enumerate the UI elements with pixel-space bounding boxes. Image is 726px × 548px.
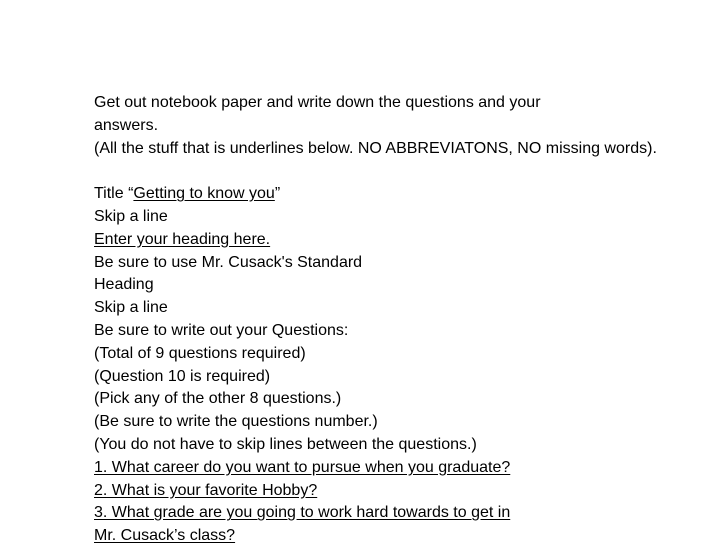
intro-line-3: (All the stuff that is underlines below. NO ABBREVIATONS, NO missing words). xyxy=(94,139,657,157)
question-1: 1. What career do you want to pursue when you graduate? xyxy=(94,458,511,476)
title-line xyxy=(94,183,714,206)
blank-line xyxy=(94,160,714,183)
title-text: Getting to know you xyxy=(133,185,275,203)
heading-instruction: Enter your heading here. xyxy=(94,230,271,248)
standard-line-1: Be sure to use Mr. Cusack's Standard xyxy=(94,253,363,271)
intro-line-1: Get out notebook paper and write down the questions and your xyxy=(94,94,541,111)
note-total: (Total of 9 questions required) xyxy=(94,344,306,362)
intro-line-2: answers. xyxy=(94,116,159,134)
question-3: 3. What grade are you going to work hard towards to get in xyxy=(94,504,511,522)
document-body xyxy=(94,92,714,548)
question-3-continued: Mr. Cusack’s class? xyxy=(94,527,236,545)
note-number: (Be sure to write the questions number.) xyxy=(94,413,378,431)
questions-intro: Be sure to write out your Questions: xyxy=(94,321,349,339)
note-question-10: (Question 10 is required) xyxy=(94,367,271,385)
note-skip: (You do not have to skip lines between the questions.) xyxy=(94,435,477,453)
question-2: 2. What is your favorite Hobby? xyxy=(94,481,318,499)
standard-line-2: Heading xyxy=(94,276,154,294)
note-pick: (Pick any of the other 8 questions.) xyxy=(94,390,342,408)
title-suffix: ” xyxy=(274,185,281,203)
skip-line-2: Skip a line xyxy=(94,299,168,317)
title-prefix: Title “ xyxy=(94,185,134,203)
skip-line-1: Skip a line xyxy=(94,207,168,225)
